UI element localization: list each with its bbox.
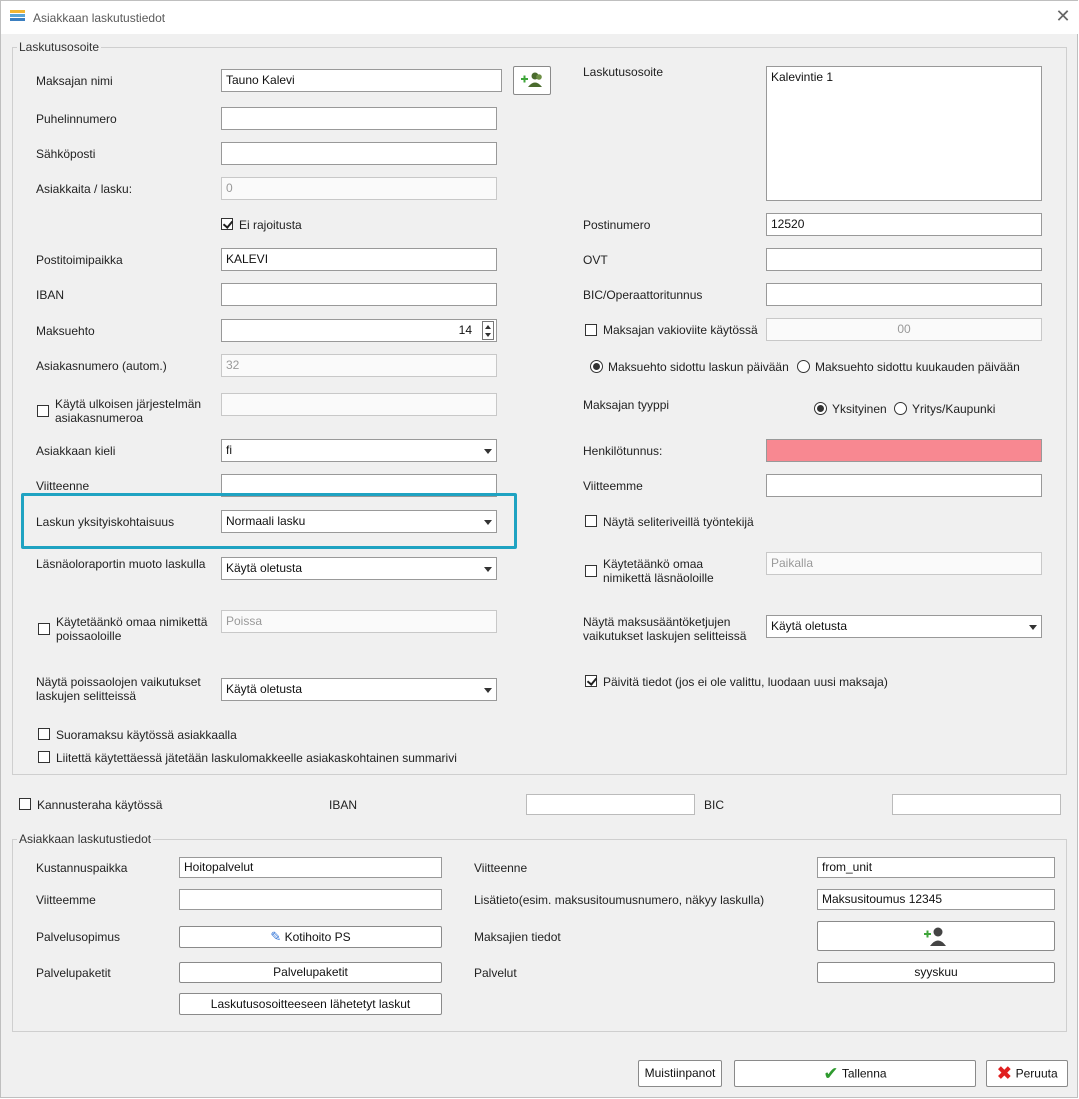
extra-info-input[interactable]: Maksusitoumus 12345 — [817, 889, 1055, 910]
update-info-checkbox[interactable] — [585, 675, 597, 687]
show-absence-effects-value: Käytä oletusta — [226, 682, 303, 696]
email-input[interactable] — [221, 142, 497, 165]
term-tied-invoice-date-label: Maksuehto sidottu laskun päivään — [608, 360, 789, 374]
attendance-report-value: Käytä oletusta — [226, 561, 303, 575]
g2-our-reference-input[interactable] — [179, 889, 442, 910]
red-x-icon: ✖ — [996, 1063, 1013, 1085]
show-fee-rules-value: Käytä oletusta — [771, 619, 848, 633]
customer-number-label: Asiakasnumero (autom.) — [36, 359, 167, 373]
our-reference-input[interactable] — [766, 474, 1042, 497]
customer-number-input[interactable]: 32 — [221, 354, 497, 377]
customer-billing-legend: Asiakkaan laskutustiedot — [19, 832, 152, 846]
g2-your-reference-input[interactable]: from_unit — [817, 857, 1055, 878]
our-reference-label: Viitteemme — [583, 479, 643, 493]
services-label: Palvelut — [474, 966, 517, 980]
save-label: Tallenna — [841, 1066, 887, 1081]
stepper-arrows[interactable] — [482, 321, 494, 340]
payers-info-button[interactable] — [817, 921, 1055, 951]
attachment-summary-label: Liitettä käytettäessä jätetään laskulomakkeelle asiakaskohtainen summarivi — [56, 751, 457, 765]
window-title: Asiakkaan laskutustiedot — [33, 11, 166, 25]
update-info-label: Päivitä tiedot (jos ei ole valittu, luodaan uusi maksaja) — [603, 675, 888, 689]
clients-per-invoice-input[interactable]: 0 — [221, 177, 497, 200]
term-tied-month-day-label: Maksuehto sidottu kuukauden päivään — [815, 360, 1020, 374]
own-presence-name-checkbox[interactable] — [585, 565, 597, 577]
own-absence-name-label: Käytetäänkö omaa nimikettä poissaoloille — [56, 615, 208, 643]
chevron-down-icon — [484, 520, 492, 525]
close-icon[interactable]: ✕ — [1055, 6, 1071, 26]
incentive-iban-input[interactable] — [526, 794, 695, 815]
direct-payment-label: Suoramaksu käytössä asiakkaalla — [56, 728, 237, 742]
billing-address-textarea[interactable]: Kalevintie 1 — [766, 66, 1042, 201]
chevron-down-icon — [484, 449, 492, 454]
payer-standard-ref-label: Maksajan vakioviite käytössä — [603, 323, 758, 337]
payers-info-label: Maksajien tiedot — [474, 930, 561, 944]
clients-per-invoice-label: Asiakkaita / lasku: — [36, 182, 133, 196]
service-packages-label: Palvelupaketit — [36, 966, 111, 980]
payer-standard-ref-checkbox[interactable] — [585, 324, 597, 336]
post-office-input[interactable]: KALEVI — [221, 248, 497, 271]
direct-payment-checkbox[interactable] — [38, 728, 50, 740]
phone-label: Puhelinnumero — [36, 112, 117, 126]
checkmark-icon: ✔ — [823, 1063, 839, 1084]
title-bar — [1, 1, 1079, 34]
payer-type-private-label: Yksityinen — [832, 402, 887, 416]
own-absence-name-checkbox[interactable] — [38, 623, 50, 635]
g2-our-reference-label: Viitteemme — [36, 893, 96, 907]
external-customer-number-input[interactable] — [221, 393, 497, 416]
app-icon — [10, 10, 25, 24]
add-payer-button[interactable] — [513, 66, 551, 95]
payer-type-private-radio[interactable] — [814, 402, 827, 415]
your-reference-label: Viitteenne — [36, 479, 90, 493]
postal-code-label: Postinumero — [583, 218, 651, 232]
no-limit-checkbox[interactable] — [221, 218, 233, 230]
payment-term-stepper[interactable] — [221, 319, 497, 342]
service-agreement-value: Kotihoito PS — [284, 930, 351, 944]
show-absence-effects-label: Näytä poissaolojen vaikutukset laskujen selitteissä — [36, 675, 201, 703]
incentive-checkbox[interactable] — [19, 798, 31, 810]
g2-your-reference-label: Viitteenne — [474, 861, 528, 875]
ovt-label: OVT — [583, 253, 608, 267]
billing-address-legend: Laskutusosoite — [19, 40, 100, 54]
chevron-down-icon — [484, 688, 492, 693]
bic-input[interactable] — [766, 283, 1042, 306]
post-office-label: Postitoimipaikka — [36, 253, 123, 267]
incentive-iban-label: IBAN — [329, 798, 358, 812]
payment-term-label: Maksuehto — [36, 324, 95, 338]
service-agreement-label: Palvelusopimus — [36, 930, 121, 944]
sent-invoices-button[interactable]: Laskutusosoitteeseen lähetetyt laskut — [179, 993, 442, 1015]
language-select[interactable] — [221, 439, 497, 462]
payer-name-input[interactable]: Tauno Kalevi — [221, 69, 502, 92]
language-value: fi — [226, 443, 232, 457]
payer-type-label: Maksajan tyyppi — [583, 398, 670, 412]
save-button[interactable] — [734, 1060, 976, 1087]
invoice-detail-label: Laskun yksityiskohtaisuus — [36, 515, 175, 529]
ssn-input[interactable] — [766, 439, 1042, 462]
payer-type-company-label: Yritys/Kaupunki — [912, 402, 996, 416]
chevron-down-icon — [1029, 625, 1037, 630]
phone-input[interactable] — [221, 107, 497, 130]
pencil-icon: ✎ — [270, 929, 282, 944]
ovt-input[interactable] — [766, 248, 1042, 271]
incentive-bic-label: BIC — [704, 798, 725, 812]
postal-code-input[interactable]: 12520 — [766, 213, 1042, 236]
incentive-bic-input[interactable] — [892, 794, 1061, 815]
cost-center-label: Kustannuspaikka — [36, 861, 128, 875]
payment-term-value: 14 — [458, 323, 472, 337]
cancel-label: Peruuta — [1015, 1066, 1058, 1081]
service-packages-button[interactable]: Palvelupaketit — [179, 962, 442, 983]
own-presence-name-input[interactable]: Paikalla — [766, 552, 1042, 575]
payer-standard-ref-input[interactable]: 00 — [766, 318, 1042, 341]
extra-info-label: Lisätieto(esim. maksusitoumusnumero, näkyy laskulla) — [474, 893, 765, 907]
own-presence-name-label: Käytetäänkö omaa nimikettä läsnäoloille — [603, 557, 714, 585]
cancel-button[interactable] — [986, 1060, 1068, 1087]
external-customer-number-checkbox[interactable] — [37, 405, 49, 417]
external-customer-number-label: Käytä ulkoisen järjestelmän asiakasnumeroa — [55, 397, 202, 425]
term-tied-invoice-date-radio[interactable] — [590, 360, 603, 373]
chevron-down-icon — [484, 567, 492, 572]
payer-name-label: Maksajan nimi — [36, 74, 113, 88]
iban-input[interactable] — [221, 283, 497, 306]
notes-button[interactable]: Muistiinpanot — [638, 1060, 722, 1087]
show-absence-effects-select[interactable] — [221, 678, 497, 701]
iban-label: IBAN — [36, 288, 65, 302]
show-employee-checkbox[interactable] — [585, 515, 597, 527]
add-person-icon — [923, 925, 949, 947]
attendance-report-label: Läsnäoloraportin muoto laskulla — [36, 557, 206, 571]
attendance-report-select[interactable] — [221, 557, 497, 580]
term-tied-month-day-radio[interactable] — [797, 360, 810, 373]
own-absence-name-input[interactable]: Poissa — [221, 610, 497, 633]
email-label: Sähköposti — [36, 147, 96, 161]
add-person-icon — [519, 70, 545, 90]
billing-address-label: Laskutusosoite — [583, 65, 664, 79]
ssn-label: Henkilötunnus: — [583, 444, 663, 458]
service-agreement-button[interactable] — [179, 926, 442, 948]
payer-type-company-radio[interactable] — [894, 402, 907, 415]
cost-center-input[interactable]: Hoitopalvelut — [179, 857, 442, 878]
show-fee-rules-label: Näytä maksusääntöketjujen vaikutukset laskujen selitteissä — [583, 615, 747, 643]
invoice-detail-select[interactable] — [221, 510, 497, 533]
show-fee-rules-select[interactable] — [766, 615, 1042, 638]
services-button[interactable]: syyskuu — [817, 962, 1055, 983]
bic-label: BIC/Operaattoritunnus — [583, 288, 703, 302]
language-label: Asiakkaan kieli — [36, 444, 116, 458]
no-limit-label: Ei rajoitusta — [239, 218, 302, 232]
invoice-detail-value: Normaali lasku — [226, 514, 306, 528]
attachment-summary-checkbox[interactable] — [38, 751, 50, 763]
show-employee-label: Näytä seliteriveillä työntekijä — [603, 515, 754, 529]
incentive-label: Kannusteraha käytössä — [37, 798, 163, 812]
